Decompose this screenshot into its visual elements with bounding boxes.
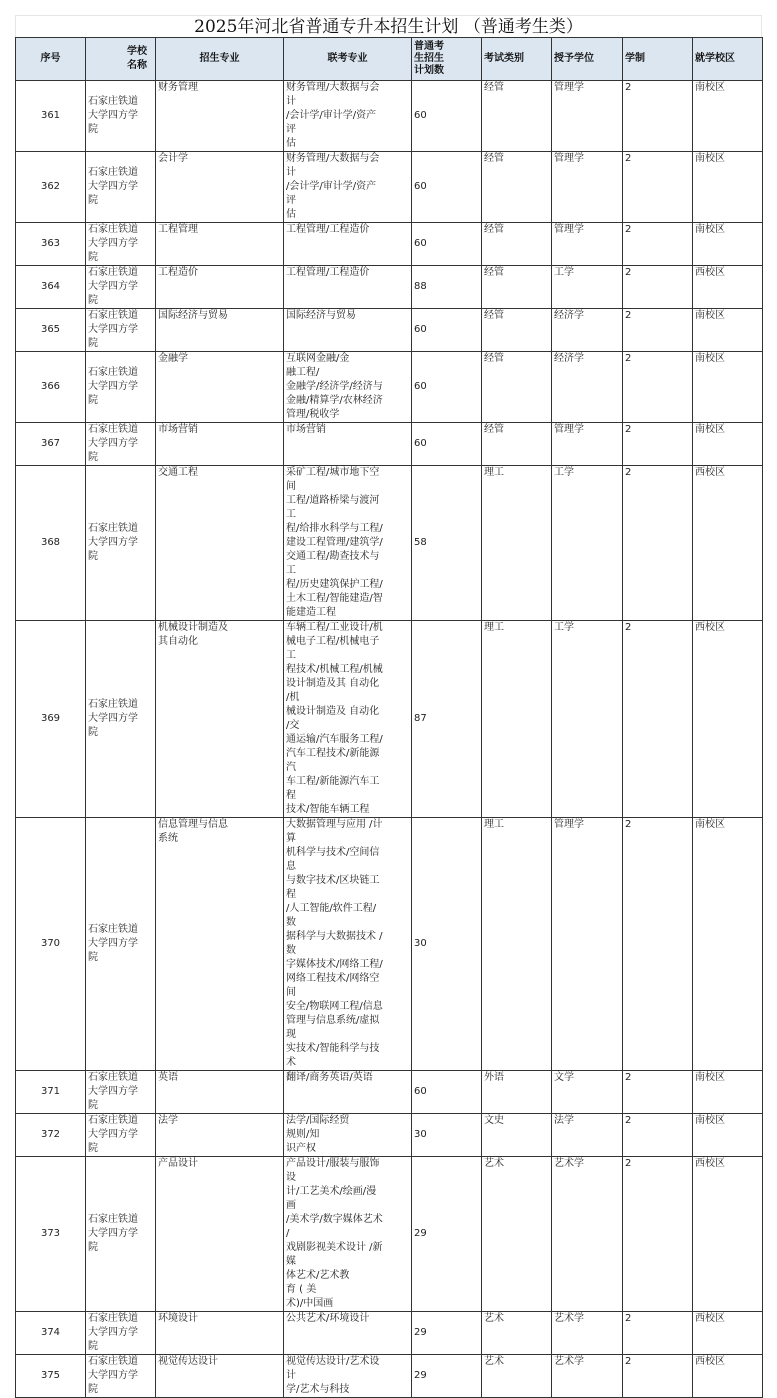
campus-cell: 西校区 (693, 1312, 763, 1355)
seq-cell: 365 (16, 309, 86, 352)
seq-cell: 371 (16, 1071, 86, 1114)
school-cell: 石家庄铁道 大学四方学 院 (86, 466, 156, 621)
table-row (16, 1355, 763, 1398)
degree-cell: 管理学 (552, 423, 623, 466)
related-cell: 工程管理/工程造价 (284, 266, 412, 309)
school-cell: 石家庄铁道 大学四方学 院 (86, 818, 156, 1071)
exam-type-cell: 经管 (482, 423, 552, 466)
related-cell: 公共艺术/环境设计 (284, 1312, 412, 1355)
school-cell: 石家庄铁道 大学四方学 院 (86, 352, 156, 423)
campus-cell: 南校区 (693, 152, 763, 223)
campus-cell: 南校区 (693, 818, 763, 1071)
major-cell: 机械设计制造及 其自动化 (156, 621, 284, 818)
exam-type-cell: 文史 (482, 1114, 552, 1157)
title-row (15, 15, 762, 37)
seq-cell: 361 (16, 81, 86, 152)
seq-cell: 375 (16, 1355, 86, 1398)
table-row (16, 1071, 763, 1114)
related-cell: 互联网金融/金 融工程/ 金融学/经济学/经济与 金融/精算学/农林经济 管理/税收学 (284, 352, 412, 423)
exam-type-cell: 经管 (482, 352, 552, 423)
header-exam-type: 考试类别 (482, 38, 552, 81)
campus-cell: 南校区 (693, 309, 763, 352)
degree-cell: 工学 (552, 266, 623, 309)
exam-type-cell: 外语 (482, 1071, 552, 1114)
exam-type-cell: 艺术 (482, 1355, 552, 1398)
major-cell: 财务管理 (156, 81, 284, 152)
related-cell: 车辆工程/工业设计/机 械电子工程/机械电子 工 程技术/机械工程/机械 设计制造及其 自动化 /机 械设计制造及 自动化 /交 通运输/汽车服务工程/ 汽车工程技术/新能源 汽 车工程/新能源汽车工 程 技术/智能车辆工程 (284, 621, 412, 818)
exam-type-cell: 艺术 (482, 1312, 552, 1355)
campus-cell: 南校区 (693, 423, 763, 466)
plan-count-cell: 60 (412, 423, 482, 466)
exam-type-cell: 理工 (482, 621, 552, 818)
duration-cell: 2 (623, 423, 693, 466)
header-related: 联考专业 (284, 38, 412, 81)
table-row (16, 466, 763, 621)
campus-cell: 南校区 (693, 1071, 763, 1114)
plan-count-cell: 60 (412, 223, 482, 266)
plan-count-cell: 29 (412, 1312, 482, 1355)
degree-cell: 管理学 (552, 223, 623, 266)
degree-cell: 工学 (552, 621, 623, 818)
duration-cell: 2 (623, 223, 693, 266)
duration-cell: 2 (623, 152, 693, 223)
related-cell: 国际经济与贸易 (284, 309, 412, 352)
related-cell: 市场营销 (284, 423, 412, 466)
related-cell: 翻译/商务英语/英语 (284, 1071, 412, 1114)
degree-cell: 管理学 (552, 818, 623, 1071)
seq-cell: 374 (16, 1312, 86, 1355)
table-row (16, 81, 763, 152)
duration-cell: 2 (623, 1355, 693, 1398)
table-row (16, 1114, 763, 1157)
header-plan: 普通考 生招生 计划数 (412, 38, 482, 81)
table-row (16, 1157, 763, 1312)
table-row (16, 152, 763, 223)
exam-type-cell: 经管 (482, 309, 552, 352)
seq-cell: 368 (16, 466, 86, 621)
school-cell: 石家庄铁道 大学四方学 院 (86, 423, 156, 466)
seq-cell: 373 (16, 1157, 86, 1312)
major-cell: 会计学 (156, 152, 284, 223)
degree-cell: 艺术学 (552, 1157, 623, 1312)
exam-type-cell: 经管 (482, 266, 552, 309)
plan-count-cell: 60 (412, 81, 482, 152)
table-row (16, 352, 763, 423)
duration-cell: 2 (623, 1312, 693, 1355)
degree-cell: 工学 (552, 466, 623, 621)
table-row (16, 266, 763, 309)
seq-cell: 363 (16, 223, 86, 266)
header-school: 学校 名称 (86, 38, 156, 81)
related-cell: 财务管理/大数据与会 计 /会计学/审计学/资产 评 估 (284, 81, 412, 152)
plan-count-cell: 60 (412, 1071, 482, 1114)
campus-cell: 西校区 (693, 1355, 763, 1398)
degree-cell: 管理学 (552, 152, 623, 223)
exam-type-cell: 经管 (482, 81, 552, 152)
plan-count-cell: 58 (412, 466, 482, 621)
school-cell: 石家庄铁道 大学四方学 院 (86, 621, 156, 818)
school-cell: 石家庄铁道 大学四方学 院 (86, 1157, 156, 1312)
seq-cell: 364 (16, 266, 86, 309)
degree-cell: 艺术学 (552, 1312, 623, 1355)
header-major: 招生专业 (156, 38, 284, 81)
degree-cell: 经济学 (552, 309, 623, 352)
header-seq: 序号 (16, 38, 86, 81)
duration-cell: 2 (623, 1157, 693, 1312)
table-row (16, 621, 763, 818)
header-campus: 就学校区 (693, 38, 763, 81)
page-title: 2025年河北省普通专升本招生计划 （普通考生类） (194, 17, 583, 37)
seq-cell: 366 (16, 352, 86, 423)
school-cell: 石家庄铁道 大学四方学 院 (86, 81, 156, 152)
degree-cell: 经济学 (552, 352, 623, 423)
major-cell: 英语 (156, 1071, 284, 1114)
table-row (16, 1312, 763, 1355)
table-row (16, 818, 763, 1071)
header-degree: 授予学位 (552, 38, 623, 81)
exam-type-cell: 理工 (482, 466, 552, 621)
school-cell: 石家庄铁道 大学四方学 院 (86, 1114, 156, 1157)
plan-count-cell: 30 (412, 818, 482, 1071)
related-cell: 工程管理/工程造价 (284, 223, 412, 266)
major-cell: 视觉传达设计 (156, 1355, 284, 1398)
major-cell: 市场营销 (156, 423, 284, 466)
duration-cell: 2 (623, 352, 693, 423)
school-cell: 石家庄铁道 大学四方学 院 (86, 1355, 156, 1398)
exam-type-cell: 经管 (482, 223, 552, 266)
major-cell: 法学 (156, 1114, 284, 1157)
table-header-row (16, 38, 763, 81)
campus-cell: 南校区 (693, 223, 763, 266)
exam-type-cell: 理工 (482, 818, 552, 1071)
table-row (16, 223, 763, 266)
degree-cell: 文学 (552, 1071, 623, 1114)
related-cell: 产品设计/服装与服饰 设 计/工艺美术/绘画/漫 画 /美术学/数字媒体艺术 / 戏剧影视美术设计 /新 媒 体艺术/艺术教 育 ( 美 术)/中国画 (284, 1157, 412, 1312)
duration-cell: 2 (623, 1114, 693, 1157)
school-cell: 石家庄铁道 大学四方学 院 (86, 152, 156, 223)
degree-cell: 管理学 (552, 81, 623, 152)
related-cell: 采矿工程/城市地下空 间 工程/道路桥梁与渡河 工 程/给排水科学与工程/ 建设工程管理/建筑学/ 交通工程/勘查技术与 工 程/历史建筑保护工程/ 土木工程/智能建造/智 能建造工程 (284, 466, 412, 621)
seq-cell: 367 (16, 423, 86, 466)
duration-cell: 2 (623, 266, 693, 309)
related-cell: 大数据管理与应用 /计 算 机科学与技术/空间信 息 与数字技术/区块链工 程 /人工智能/软件工程/ 数 据科学与大数据技术 / 数 字媒体技术/网络工程/ 网络工程技术/网络空 间 安全/物联网工程/信息 管理与信息系统/虚拟 现 实技术/智能科学与技 术 (284, 818, 412, 1071)
school-cell: 石家庄铁道 大学四方学 院 (86, 309, 156, 352)
plan-count-cell: 30 (412, 1114, 482, 1157)
degree-cell: 艺术学 (552, 1355, 623, 1398)
campus-cell: 西校区 (693, 1157, 763, 1312)
seq-cell: 370 (16, 818, 86, 1071)
school-cell: 石家庄铁道 大学四方学 院 (86, 1312, 156, 1355)
plan-count-cell: 88 (412, 266, 482, 309)
exam-type-cell: 经管 (482, 152, 552, 223)
plan-count-cell: 87 (412, 621, 482, 818)
degree-cell: 法学 (552, 1114, 623, 1157)
table-row (16, 309, 763, 352)
plan-count-cell: 60 (412, 152, 482, 223)
table-row (16, 423, 763, 466)
major-cell: 产品设计 (156, 1157, 284, 1312)
related-cell: 财务管理/大数据与会 计 /会计学/审计学/资产 评 估 (284, 152, 412, 223)
duration-cell: 2 (623, 621, 693, 818)
exam-type-cell: 艺术 (482, 1157, 552, 1312)
major-cell: 国际经济与贸易 (156, 309, 284, 352)
campus-cell: 西校区 (693, 266, 763, 309)
related-cell: 视觉传达设计/艺术设 计 学/艺术与科技 (284, 1355, 412, 1398)
plan-count-cell: 60 (412, 352, 482, 423)
plan-count-cell: 60 (412, 309, 482, 352)
seq-cell: 369 (16, 621, 86, 818)
school-cell: 石家庄铁道 大学四方学 院 (86, 1071, 156, 1114)
plan-count-cell: 29 (412, 1355, 482, 1398)
enrollment-plan-table (15, 37, 763, 1398)
campus-cell: 南校区 (693, 352, 763, 423)
major-cell: 工程造价 (156, 266, 284, 309)
plan-count-cell: 29 (412, 1157, 482, 1312)
school-cell: 石家庄铁道 大学四方学 院 (86, 266, 156, 309)
header-duration: 学制 (623, 38, 693, 81)
major-cell: 环境设计 (156, 1312, 284, 1355)
major-cell: 信息管理与信息 系统 (156, 818, 284, 1071)
campus-cell: 南校区 (693, 1114, 763, 1157)
campus-cell: 西校区 (693, 621, 763, 818)
school-cell: 石家庄铁道 大学四方学 院 (86, 223, 156, 266)
seq-cell: 362 (16, 152, 86, 223)
major-cell: 金融学 (156, 352, 284, 423)
duration-cell: 2 (623, 1071, 693, 1114)
duration-cell: 2 (623, 818, 693, 1071)
duration-cell: 2 (623, 81, 693, 152)
major-cell: 工程管理 (156, 223, 284, 266)
major-cell: 交通工程 (156, 466, 284, 621)
campus-cell: 南校区 (693, 81, 763, 152)
duration-cell: 2 (623, 466, 693, 621)
related-cell: 法学/国际经贸 规则/知 识产权 (284, 1114, 412, 1157)
campus-cell: 西校区 (693, 466, 763, 621)
table-body (16, 81, 763, 1398)
seq-cell: 372 (16, 1114, 86, 1157)
duration-cell: 2 (623, 309, 693, 352)
